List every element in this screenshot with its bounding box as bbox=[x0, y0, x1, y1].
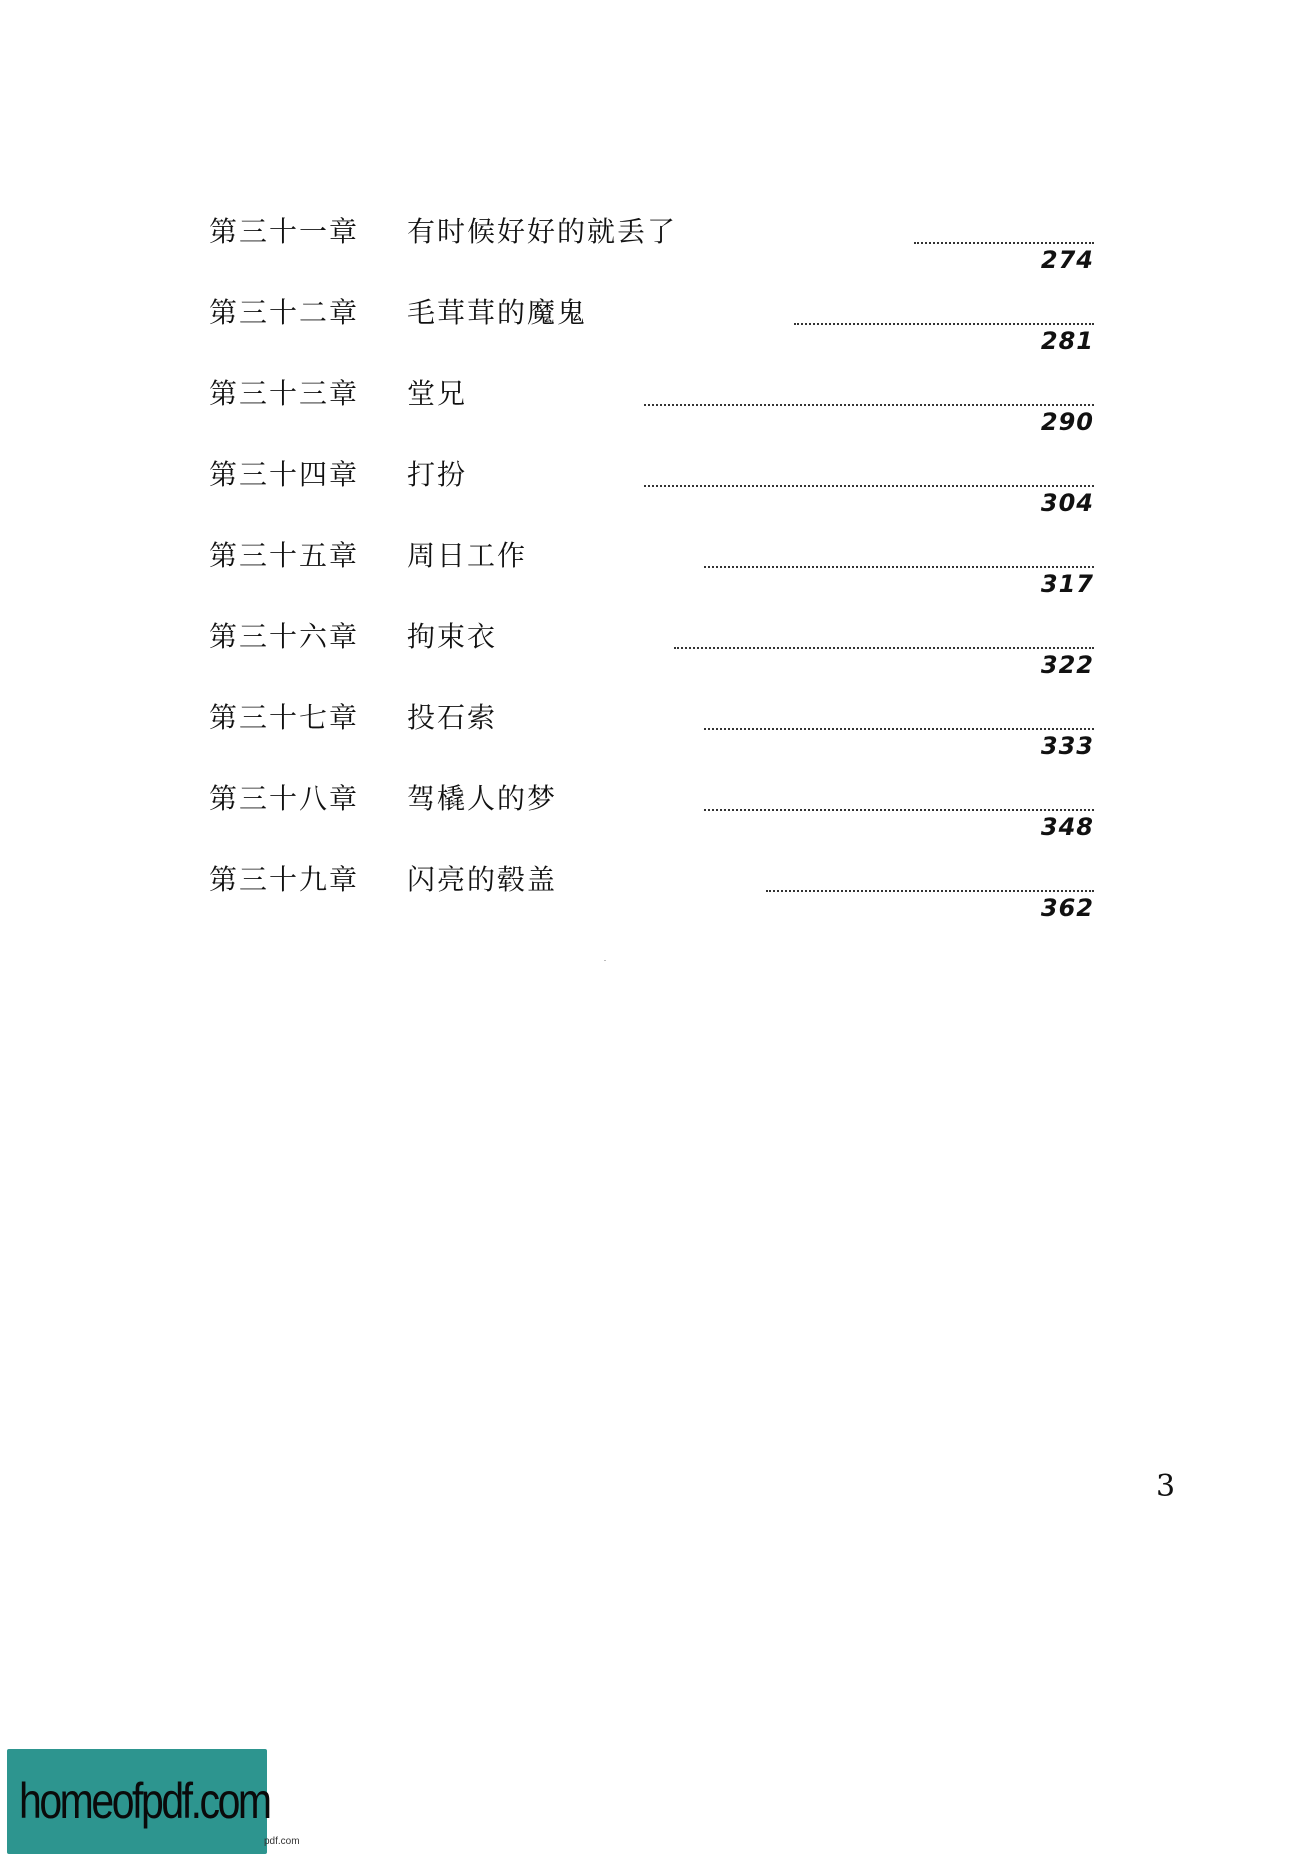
dot-leader bbox=[914, 242, 1094, 244]
page-number: 274 bbox=[1040, 246, 1094, 274]
dot-leader bbox=[644, 404, 1094, 406]
watermark-small-text: pdf.com bbox=[264, 1836, 300, 1847]
watermark-badge[interactable] bbox=[7, 1749, 270, 1854]
dot-leader bbox=[766, 890, 1094, 892]
chapter-title: 驾橇人的梦 bbox=[407, 782, 558, 815]
toc-entry[interactable] bbox=[0, 538, 1289, 620]
page-number: 290 bbox=[1040, 408, 1094, 436]
toc-entry[interactable] bbox=[0, 862, 1289, 944]
chapter-number: 第三十四章 bbox=[209, 458, 360, 491]
chapter-number: 第三十七章 bbox=[209, 701, 360, 734]
scan-speck bbox=[604, 960, 606, 961]
toc-entry[interactable] bbox=[0, 619, 1289, 701]
toc-entry[interactable] bbox=[0, 700, 1289, 782]
toc-entry[interactable] bbox=[0, 214, 1289, 296]
chapter-number: 第三十九章 bbox=[209, 863, 360, 896]
dot-leader bbox=[704, 809, 1094, 811]
page-number: 348 bbox=[1040, 813, 1094, 841]
chapter-number: 第三十八章 bbox=[209, 782, 360, 815]
chapter-number: 第三十六章 bbox=[209, 620, 360, 653]
dot-leader bbox=[644, 485, 1094, 487]
page-folio-number: 3 bbox=[1156, 1469, 1176, 1504]
chapter-title: 堂兄 bbox=[407, 377, 468, 410]
chapter-title: 周日工作 bbox=[407, 539, 528, 572]
watermark-logo-text: homeofpdf.com bbox=[19, 1773, 270, 1829]
chapter-title: 毛茸茸的魔鬼 bbox=[407, 296, 588, 329]
chapter-title: 打扮 bbox=[407, 458, 468, 491]
chapter-title: 闪亮的毂盖 bbox=[407, 863, 558, 896]
page-number: 317 bbox=[1040, 570, 1094, 598]
dot-leader bbox=[794, 323, 1094, 325]
chapter-number: 第三十一章 bbox=[209, 215, 360, 248]
dot-leader bbox=[704, 566, 1094, 568]
page-number: 333 bbox=[1040, 732, 1094, 760]
toc-entry[interactable] bbox=[0, 781, 1289, 863]
chapter-number: 第三十三章 bbox=[209, 377, 360, 410]
chapter-title: 有时候好好的就丢了 bbox=[407, 215, 678, 248]
chapter-title: 拘束衣 bbox=[407, 620, 498, 653]
chapter-number: 第三十二章 bbox=[209, 296, 360, 329]
dot-leader bbox=[674, 647, 1094, 649]
dot-leader bbox=[704, 728, 1094, 730]
page-number: 281 bbox=[1040, 327, 1094, 355]
page-number: 362 bbox=[1040, 894, 1094, 922]
page-number: 304 bbox=[1040, 489, 1094, 517]
chapter-title: 投石索 bbox=[407, 701, 498, 734]
toc-entry[interactable] bbox=[0, 295, 1289, 377]
toc-entry[interactable] bbox=[0, 457, 1289, 539]
page-number: 322 bbox=[1040, 651, 1094, 679]
toc-entry[interactable] bbox=[0, 376, 1289, 458]
chapter-number: 第三十五章 bbox=[209, 539, 360, 572]
